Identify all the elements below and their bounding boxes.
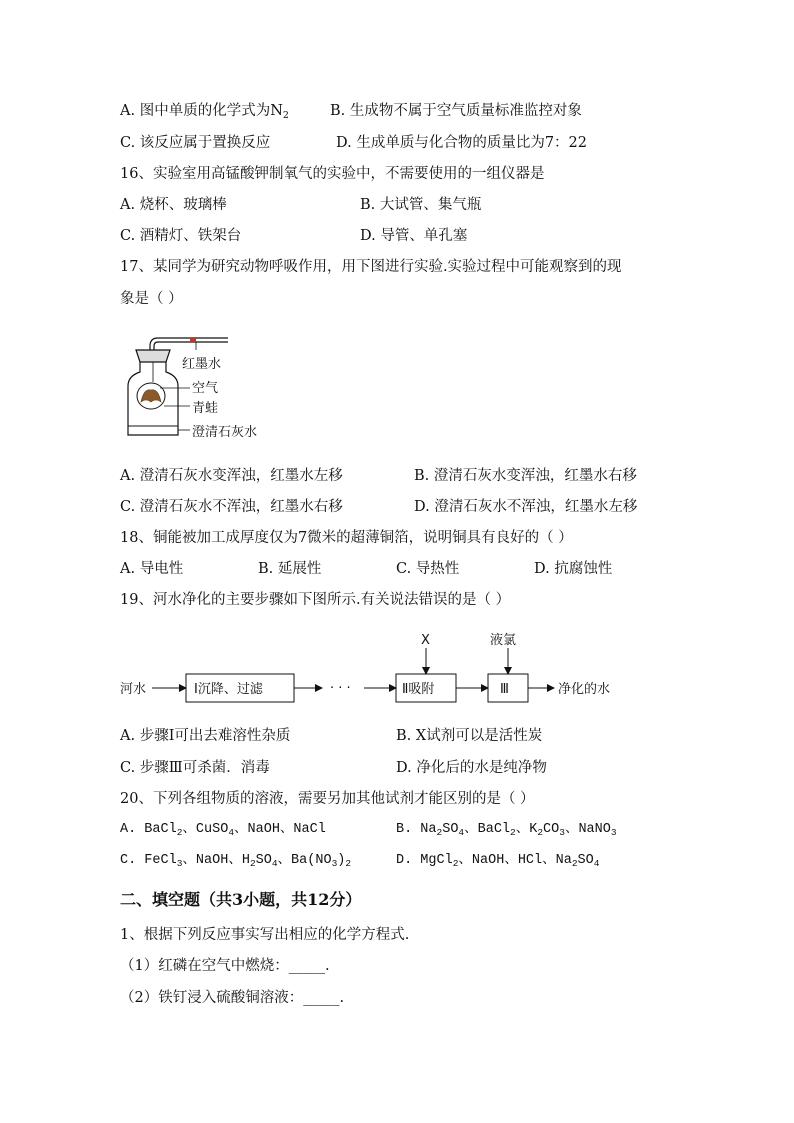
q19-flow-diagram <box>118 626 658 708</box>
q18-stem: 18、铜能被加工成厚度仅为7微米的超薄铜箔，说明铜具有良好的（ ） <box>120 530 573 546</box>
s2-q1-part2: （2）铁钉浸入硫酸铜溶液：_____. <box>120 990 345 1006</box>
flow-input-label: 河水 <box>120 682 147 697</box>
q17-apparatus-figure <box>120 330 290 448</box>
q19-option-c: C. 步骤Ⅲ可杀菌．消毒 <box>120 760 270 776</box>
q16-option-d: D. 导管、单孔塞 <box>360 228 468 244</box>
q15-option-a-text: A. 图中单质的化学式为N <box>120 103 283 119</box>
q17-stem-line2: 象是（ ） <box>120 291 183 307</box>
q17-option-d: D. 澄清石灰水不浑浊，红墨水左移 <box>414 499 638 515</box>
q19-option-a: A. 步骤Ⅰ可出去难溶性杂质 <box>120 728 291 744</box>
q18-option-d: D. 抗腐蚀性 <box>534 561 613 577</box>
frog-icon <box>141 390 161 402</box>
q15-option-d: D. 生成单质与化合物的质量比为7：22 <box>336 135 588 151</box>
q19-option-b: B. X试剂可以是活性炭 <box>396 728 543 744</box>
q20-option-b: B. $Na_2SO_4$、BaCl$_2$、$K_2CO_3$、NaNO$_3$ <box>396 822 617 838</box>
q16-stem: 16、实验室用高锰酸钾制氧气的实验中，不需要使用的一组仪器是 <box>120 166 545 182</box>
figure-label-air: 空气 <box>192 381 219 396</box>
q20-option-c: C. FeCl$_3$、NaOH、$H_2SO_4$、$Ba(NO_3)_2$ <box>120 853 352 869</box>
figure-label-frog: 青蛙 <box>192 401 219 416</box>
q17-option-a: A. 澄清石灰水变浑浊，红墨水左移 <box>120 468 343 484</box>
figure-label-ink: 红墨水 <box>182 357 222 372</box>
q15-option-b: B. 生成物不属于空气质量标准监控对象 <box>330 103 582 119</box>
flow-step3-label: Ⅲ <box>500 682 509 697</box>
q20-stem: 20、下列各组物质的溶液，需要另加其他试剂才能区别的是（ ） <box>120 791 535 807</box>
q18-option-b: B. 延展性 <box>258 561 322 577</box>
q15-option-a-sub: 2 <box>282 110 289 121</box>
flow-reagent-cl: 液氯 <box>490 633 517 648</box>
figure-label-limewater: 澄清石灰水 <box>192 425 258 440</box>
s2-q1-stem: 1、根据下列反应事实写出相应的化学方程式. <box>120 927 410 943</box>
q18-option-a: A. 导电性 <box>120 561 184 577</box>
q17-stem-line1: 17、某同学为研究动物呼吸作用，用下图进行实验.实验过程中可能观察到的现 <box>120 259 622 275</box>
q15-option-c: C. 该反应属于置换反应 <box>120 135 271 151</box>
stopper <box>136 350 170 362</box>
q17-option-b: B. 澄清石灰水变浑浊，红墨水右移 <box>414 468 637 484</box>
flow-step1-label: Ⅰ沉降、过滤 <box>194 682 263 697</box>
flow-reagent-x: X <box>421 633 430 648</box>
q16-option-a: A. 烧杯、玻璃棒 <box>120 197 227 213</box>
s2-q1-part1: （1）红磷在空气中燃烧：_____. <box>120 958 330 974</box>
q16-option-c: C. 酒精灯、铁架台 <box>120 228 242 244</box>
flow-dots: · · · <box>330 681 351 696</box>
q16-option-b: B. 大试管、集气瓶 <box>360 197 482 213</box>
ink-drop <box>190 338 196 342</box>
q15-option-a <box>120 101 289 121</box>
flow-step2-label: Ⅱ吸附 <box>402 682 435 697</box>
q17-option-c: C. 澄清石灰水不浑浊，红墨水右移 <box>120 499 343 515</box>
q20-option-d: D. MgCl$_2$、NaOH、HCl、$Na_2SO_4$ <box>396 853 600 869</box>
q19-option-d: D. 净化后的水是纯净物 <box>396 760 547 776</box>
section2-heading: 二、填空题（共3小题，共12分） <box>120 890 362 909</box>
q18-option-c: C. 导热性 <box>396 561 460 577</box>
flow-output-label: 净化的水 <box>558 682 611 697</box>
q20-option-a: A. BaCl$_2$、CuSO$_4$、NaOH、NaCl <box>120 822 326 838</box>
q19-stem: 19、河水净化的主要步骤如下图所示.有关说法错误的是（ ） <box>120 592 511 608</box>
